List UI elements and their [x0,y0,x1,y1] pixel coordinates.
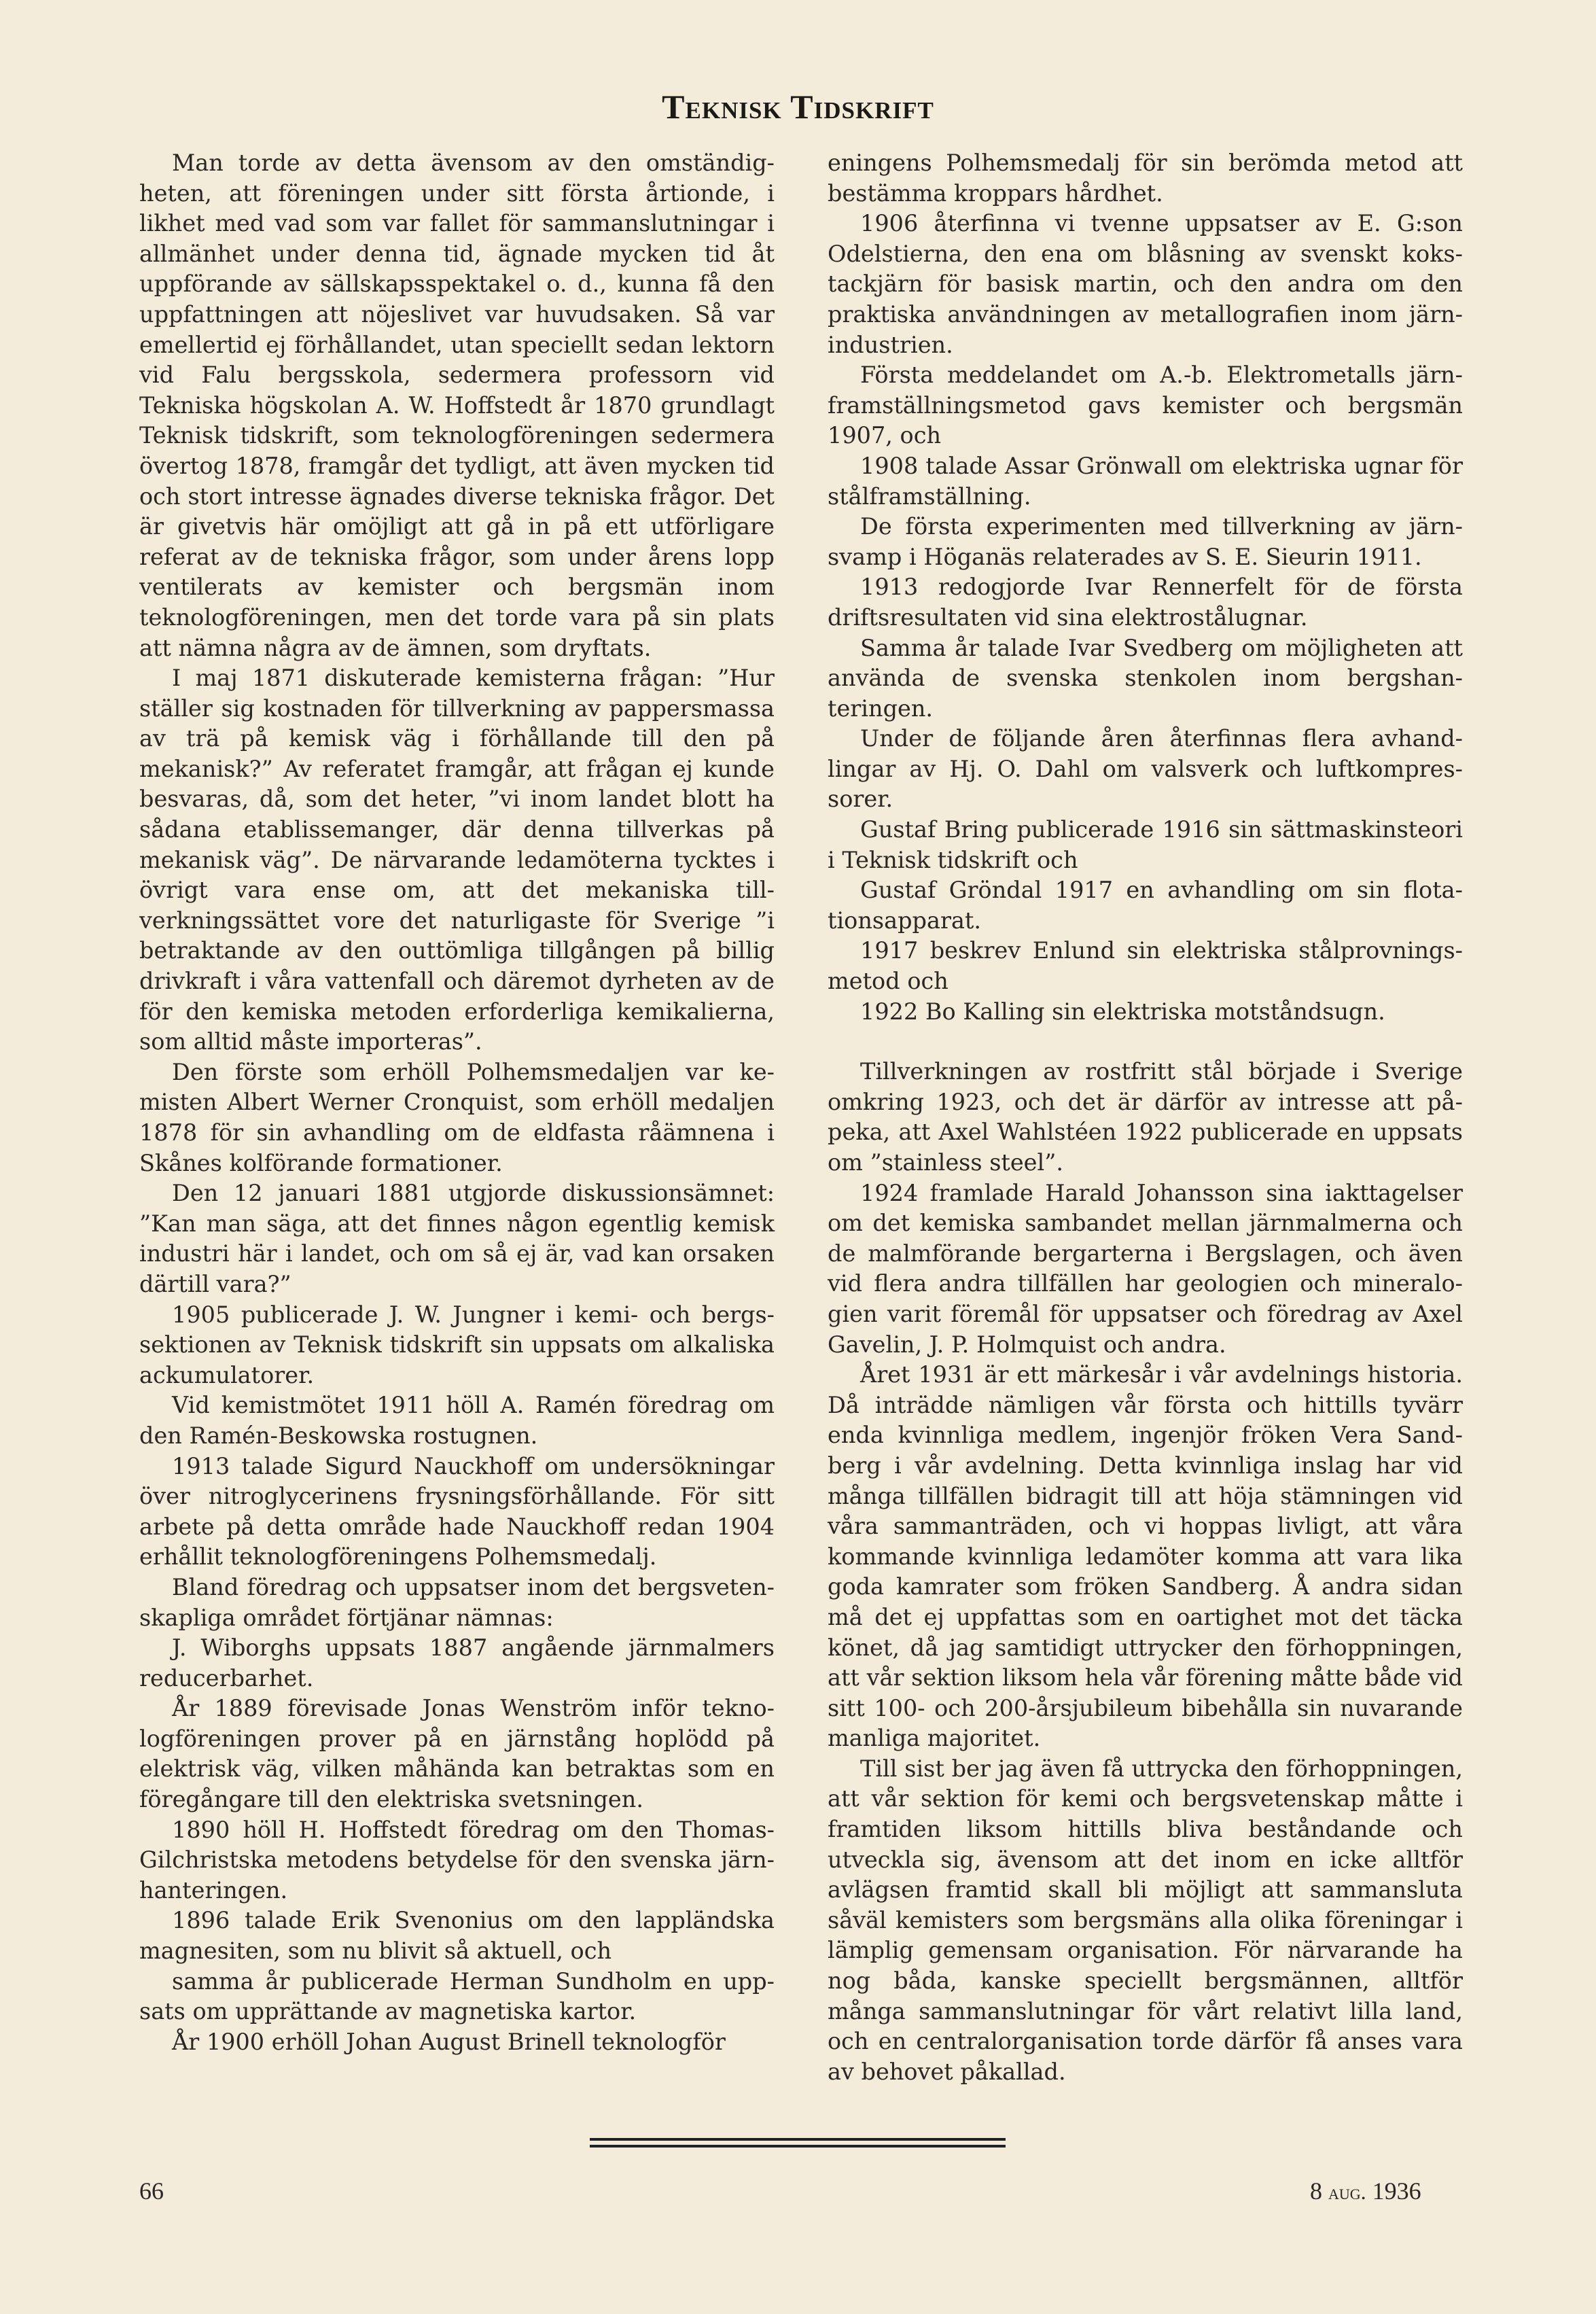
paragraph: J. Wiborghs uppsats 1887 angående järnmalmers reducerbarhet. [139,1634,775,1691]
paragraph: 1908 talade Assar Grönwall om elektriska ugnar för stålframställning. [828,452,1463,510]
paragraph: 1913 talade Sigurd Nauckhoff om undersökningar över nitroglycerinens frysningsförhållande. För sitt arbete på detta område hade Nauckhoff redan 1904 erhållit teknologföreningens Polhemsmedalj. [139,1452,775,1571]
page-number: 66 [139,2177,164,2205]
issue-date [1310,2177,1421,2205]
journal-masthead: Teknisk Tidskrift [662,88,934,126]
paragraph: De första experimenten med tillverkning av järnsvamp i Höganäs relaterades av S. E. Sieurin 1911. [828,513,1463,570]
paragraph: Första meddelandet om A.-b. Elektrometalls järnframställningsmetod gavs kemister och bergsmän 1907, och [828,362,1463,449]
paragraph: 1924 framlade Harald Johansson sina iakttagelser om det kemiska sambandet mellan järnmalmerna och de malmförande bergarterna i Bergslagen, och även vid flera andra tillfällen har geologien och mineralogien varit föremål för uppsatser och föredrag av Axel Gavelin, J. P. Holmquist och andra. [828,1179,1463,1358]
paragraph: Till sist ber jag även få uttrycka den förhoppningen, att vår sektion för kemi och bergsvetenskap måtte i framtiden liksom hittills bliva beståndande och utveckla sig, ävensom att det inom en icke alltför avlägsen framtid skall bli möjligt att sammansluta såväl kemisters som bergsmäns alla olika föreningar i lämplig gemensam organisation. För närvarande ha nog båda, kanske speciellt bergsmännen, alltför många sammanslutningar för vårt relativt lilla land, och en centralorganisation torde därför få anses vara av behovet påkallad. [828,1755,1463,2085]
end-rule [590,2138,1006,2148]
paragraph: År 1889 förevisade Jonas Wenström inför teknologföreningen prover på en järnstång hoplödd på elektrisk väg, vilken måhända kan betraktas som en föregångare till den elektriska svetsningen. [139,1695,775,1813]
paragraph: 1890 höll H. Hoffstedt föredrag om den Thomas-Gilchristska metodens betydelse för den svenska järnhanteringen. [139,1816,775,1904]
paragraph: 1906 återfinna vi tvenne uppsatser av E. G:son Odelstierna, den ena om blåsning av svenskt kokstackjärn för basisk martin, och den andra om den praktiska användningen av metallografien inom järnindustrien. [828,210,1463,358]
paragraph: samma år publicerade Herman Sundholm en uppsats om upprättande av magnetiska kartor. [139,1967,775,2025]
paragraph: 1922 Bo Kalling sin elektriska motståndsugn. [860,998,1385,1025]
issue-year: 1936 [1372,2177,1421,2205]
paragraph: Bland föredrag och uppsatser inom det bergsvetenskapliga området förtjänar nämnas: [139,1573,775,1631]
paragraph: 1913 redogjorde Ivar Rennerfelt för de första driftsresultaten vid sina elektrostålugnar. [828,574,1463,631]
paragraph: Man torde av detta ävensom av den omständigheten, att föreningen under sitt första årtionde, i likhet med vad som var fallet för sammanslutningar i allmänhet under denna tid, ägnade mycken tid åt uppförande av sällskapsspektakel o. d., kunna få den uppfattningen att nöjeslivet var huvudsaken. Så var emellertid ej förhållandet, utan speciellt sedan lektorn vid Falu bergsskola, sedermera professorn vid Tekniska högskolan A. W. Hoffstedt år 1870 grundlagt Teknisk tidskrift, som teknologföreningen sedermera övertog 1878, framgår det tydligt, att även mycken tid och stort intresse ägnades diverse tekniska frågor. Det är givetvis här omöjligt att gå in på ett utförligare referat av de tekniska frågor, som under årens lopp ventilerats av kemister och bergsmän inom teknologföreningen, men det torde vara på sin plats att nämna några av de ämnen, som dryftats. [139,150,775,661]
paragraph: Samma år talade Ivar Svedberg om möjligheten att använda de svenska stenkolen inom bergshanteringen. [828,634,1463,722]
issue-day: 8 [1310,2177,1322,2205]
issue-month: aug. [1328,2179,1366,2204]
paragraph: Under de följande åren återfinnas flera avhandlingar av Hj. O. Dahl om valsverk och luftkompressorer. [828,725,1463,813]
paragraph: eningens Polhemsmedalj för sin berömda metod att bestämma kroppars hårdhet. [828,150,1463,207]
paragraph: 1917 beskrev Enlund sin elektriska stålprovningsmetod och [828,937,1463,995]
left-column [139,148,775,2057]
paragraph: Tillverkningen av rostfritt stål började i Sverige omkring 1923, och det är därför av intresse att påpeka, att Axel Wahlstéen 1922 publicerade en uppsats om ”stainless steel”. [828,1058,1463,1176]
paragraph: I maj 1871 diskuterade kemisterna frågan: ”Hur ställer sig kostnaden för tillverkning av pappersmassa av trä på kemisk väg i förhållande till den på mekanisk?” Av referatet framgår, att frågan ej kunde besvaras, då, som det heter, ”vi inom landet blott ha sådana etablissemanger, där denna tillverkas på mekanisk väg”. De närvarande ledamöterna tycktes i övrigt vara ense om, att det mekaniska tillverkningssättet vore det naturligaste för Sverige ”i betraktande av den outtömliga tillgången på billig drivkraft i våra vattenfall och däremot dyrheten av de för den kemiska metoden erforderliga kemikalierna, som alltid måste importeras”. [139,665,775,1055]
paragraph: Den 12 januari 1881 utgjorde diskussionsämnet: ”Kan man säga, att det finnes någon egentlig kemisk industri här i landet, och om så ej är, vad kan orsaken därtill vara?” [139,1180,775,1297]
paragraph: Gustaf Bring publicerade 1916 sin sättmaskinsteori i Teknisk tidskrift och [828,816,1463,873]
paragraph: Gustaf Gröndal 1917 en avhandling om sin flotationsapparat. [828,877,1463,934]
paragraph: 1905 publicerade J. W. Jungner i kemi- och bergssektionen av Teknisk tidskrift sin uppsats om alkaliska ackumulatorer. [139,1301,775,1388]
paragraph: År 1900 erhöll Johan August Brinell teknologför [172,2028,726,2055]
paragraph: Vid kemistmötet 1911 höll A. Ramén föredrag om den Ramén-Beskowska rostugnen. [139,1392,775,1449]
paragraph: 1896 talade Erik Svenonius om den lappländska magnesiten, som nu blivit så aktuell, och [139,1907,775,1965]
right-column [828,148,1463,2087]
paragraph: Den förste som erhöll Polhemsmedaljen var kemisten Albert Werner Cronquist, som erhöll medaljen 1878 för sin avhandling om de eldfasta råämnena i Skånes kolförande formationer. [139,1058,775,1176]
paragraph: Året 1931 är ett märkesår i vår avdelnings historia. Då inträdde nämligen vår första och hittills tyvärr enda kvinnliga medlem, ingenjör fröken Vera Sandberg i vår avdelning. Detta kvinnliga inslag har vid många tillfällen bidragit till att höja stämningen vid våra sammanträden, och vi hoppas livligt, att våra kommande kvinnliga ledamöter komma att vara lika goda kamrater som fröken Sandberg. Å andra sidan må det ej uppfattas som en oartighet mot det täcka könet, då jag samtidigt uttrycker den förhoppningen, att vår sektion liksom hela vår förening måtte både vid sitt 100- och 200-årsjubileum bibehålla sin nuvarande manliga majoritet. [828,1361,1463,1752]
